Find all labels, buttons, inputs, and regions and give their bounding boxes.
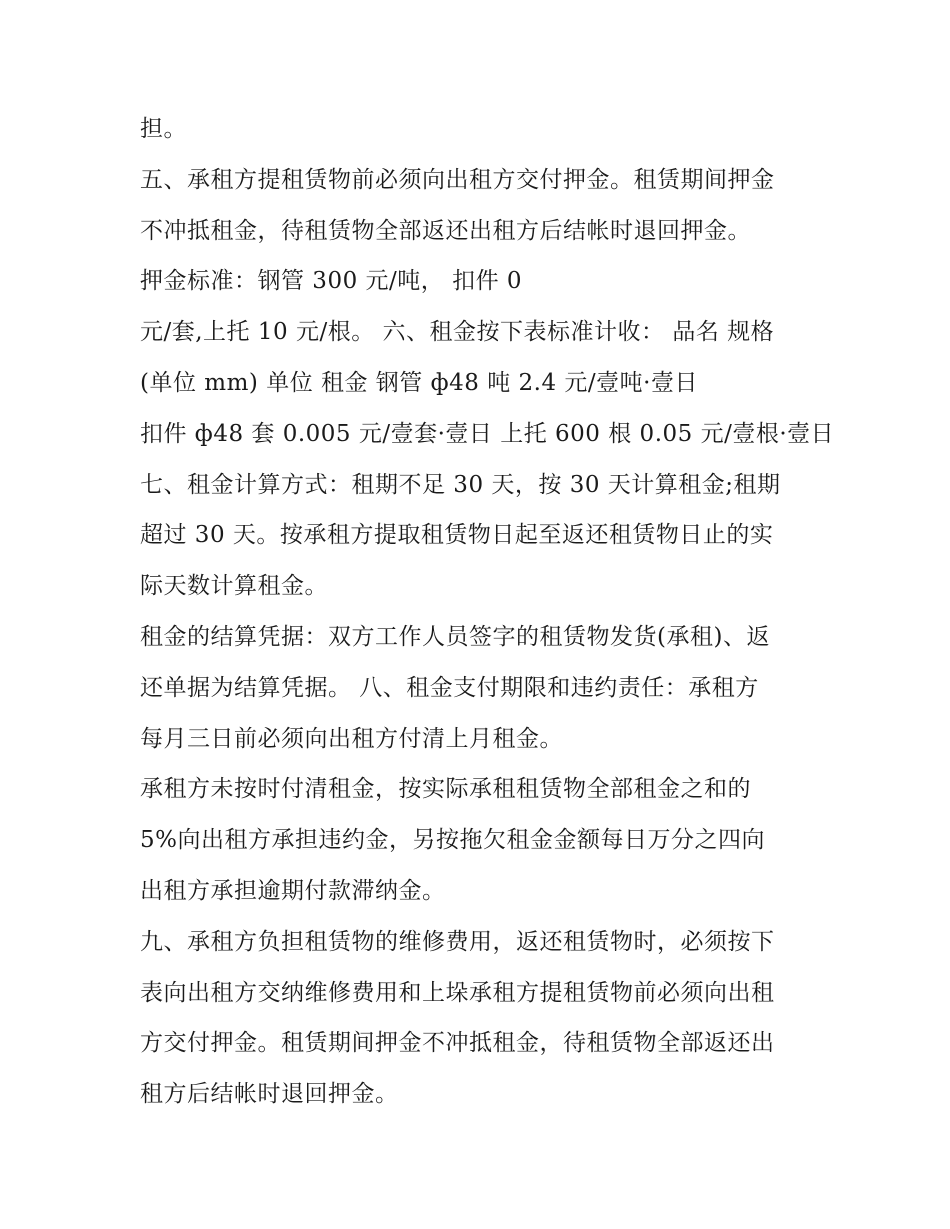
text-line: 5%向出租方承担违约金，另按拖欠租金金额每日万分之四向 bbox=[140, 827, 765, 854]
text-line: 方交付押金。租赁期间押金不冲抵租金，待租赁物全部返还出 bbox=[140, 1030, 775, 1057]
text-line: 七、租金计算方式：租期不足 30 天，按 30 天计算租金;租期 bbox=[140, 471, 781, 498]
text-line: 每月三日前必须向出租方付清上月租金。 bbox=[140, 725, 563, 752]
text-line: 担。 bbox=[140, 116, 187, 142]
text-line: (单位 mm) 单位 租金 钢管 ф48 吨 2.4 元/壹吨·壹日 bbox=[140, 369, 698, 396]
text-line: 承租方未按时付清租金，按实际承租租赁物全部租金之和的 bbox=[140, 776, 751, 803]
text-line: 元/套,上托 10 元/根。 六、租金按下表标准计收： 品名 规格 bbox=[140, 319, 775, 346]
text-line: 押金标准：钢管 300 元/吨， 扣件 0 bbox=[140, 268, 523, 295]
text-line: 出租方承担逾期付款滞纳金。 bbox=[140, 877, 446, 904]
text-line: 租方后结帐时退回押金。 bbox=[140, 1081, 399, 1108]
text-line: 不冲抵租金，待租赁物全部返还出租方后结帐时退回押金。 bbox=[140, 217, 751, 244]
text-line: 五、承租方提租赁物前必须向出租方交付押金。租赁期间押金 bbox=[140, 166, 775, 193]
text-line: 租金的结算凭据：双方工作人员签字的租赁物发货(承租)、返 bbox=[140, 623, 770, 650]
text-line: 扣件 ф48 套 0.005 元/壹套·壹日 上托 600 根 0.05 元/壹根·壹日 bbox=[140, 420, 835, 447]
text-line: 还单据为结算凭据。 八、租金支付期限和违约责任：承租方 bbox=[140, 674, 759, 701]
text-line: 际天数计算租金。 bbox=[140, 573, 328, 600]
text-line: 表向出租方交纳维修费用和上垛承租方提租赁物前必须向出租 bbox=[140, 979, 775, 1006]
text-line: 九、承租方负担租赁物的维修费用，返还租赁物时，必须按下 bbox=[140, 928, 775, 955]
document-body bbox=[140, 104, 835, 1120]
text-line: 超过 30 天。按承租方提取租赁物日起至返还租赁物日止的实 bbox=[140, 522, 774, 549]
